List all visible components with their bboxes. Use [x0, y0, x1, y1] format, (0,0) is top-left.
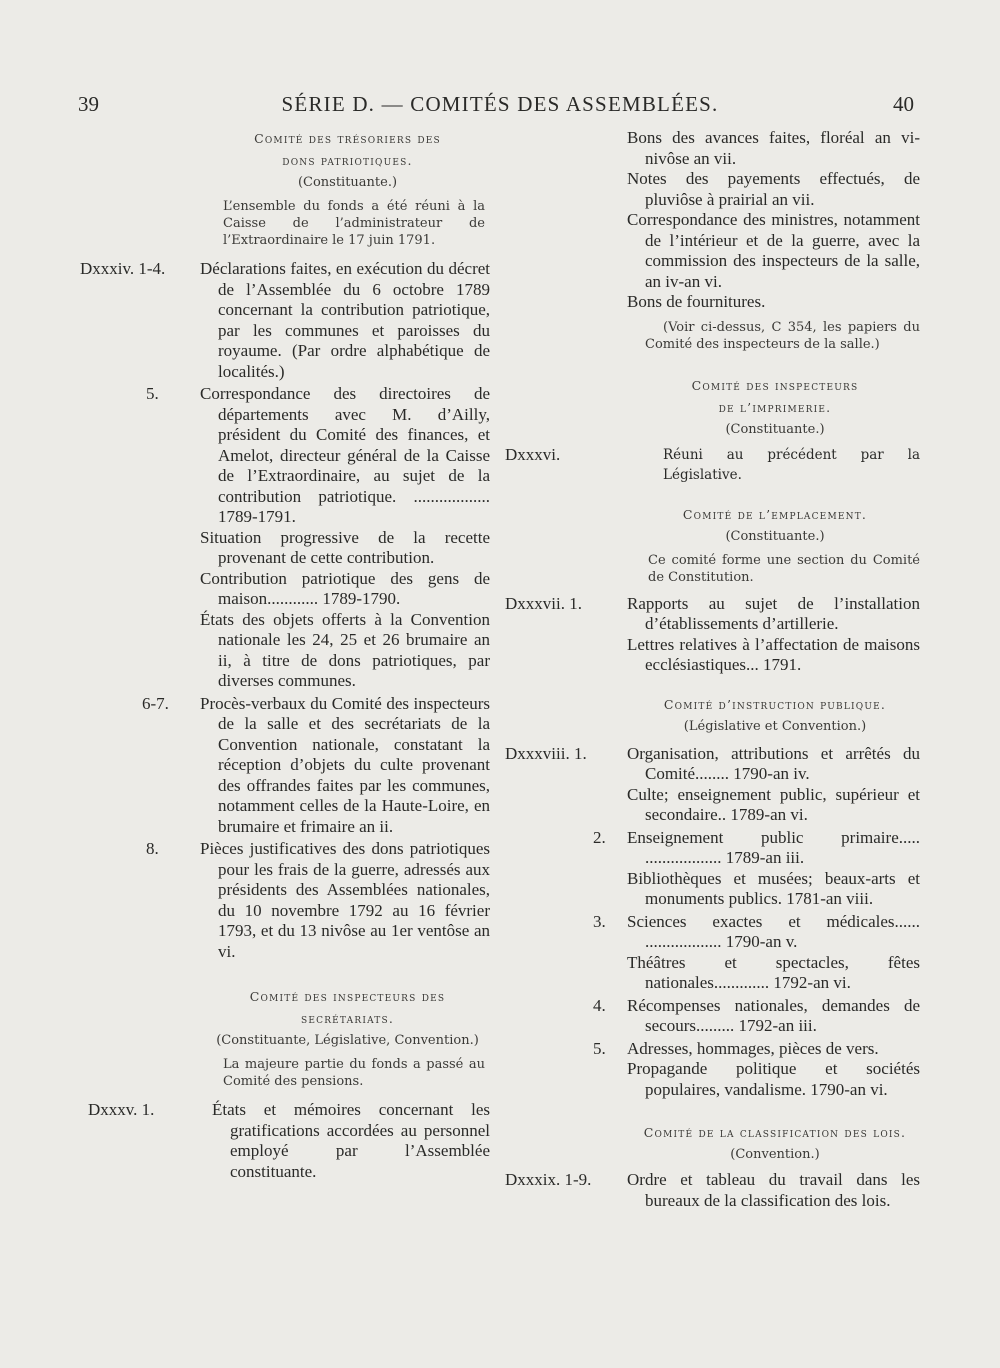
entry-paragraph: Déclarations faites, en exécution du décret de l’Assemblée du 6 octobre 1789 concernant la contribution patriotique, par les communes et paroisses du royaume. (Par ordre alphabétique de localités.)	[200, 259, 490, 381]
section-title: dons patriotiques.	[282, 153, 413, 168]
entry-paragraph: Lettres relatives à l’affectation de maisons ecclésiastiques... 1791.	[627, 634, 920, 674]
section-note: L’ensemble du fonds a été réuni à la Caisse de l’administrateur de l’Extraordinaire le 17 juin 1791.	[223, 199, 485, 248]
entry-text	[627, 594, 920, 676]
entry-dxxxviii-1	[505, 744, 920, 826]
entry-dxxxvi	[505, 445, 920, 486]
section-title: Comité des inspecteurs	[691, 377, 859, 393]
entry-code: Dxxxiv. 1-4.	[80, 259, 166, 278]
entry-dxxxix-1-9	[505, 1170, 920, 1211]
entry-dxxxvii-1	[505, 594, 920, 676]
entry-paragraph: Pièces justificatives des dons patriotiques pour les frais de la guerre, adressés aux présidents des Assemblées nationales, du 10 novembre 1792 au 16 février 1793, et du 13 nivôse au 1er ventôse an vi.	[200, 839, 490, 961]
entry-paragraph: Enseignement public primaire..... .................. 1789-an iii.	[627, 827, 920, 867]
entry-text	[627, 1039, 920, 1101]
entry-dxxxviii-2	[505, 828, 920, 910]
section-subtitle: (Constituante.)	[725, 528, 825, 544]
entry-paragraph: Procès-verbaux du Comité des inspecteurs de la salle et des secrétariats de la Convention nationale, constatant la réception d’objets du culte provenant des offrandes faites par les communes, notamment celles de la Haute-Loire, en brumaire et frimaire an ii.	[200, 693, 490, 836]
section-title: de l’imprimerie.	[718, 399, 832, 415]
section-title: secrétariats.	[300, 1011, 395, 1026]
entry-dxxxv-1	[80, 1100, 490, 1182]
entry-paragraph: États et mémoires concernant les gratifications accordées au personnel employé par l’Assemblée constituante.	[212, 1100, 490, 1181]
entry-dxxxiv-6-7	[80, 694, 490, 838]
entry-dxxxiv-1-4	[80, 259, 490, 382]
entry-paragraph: Correspondance des ministres, notamment de l’intérieur et de la guerre, avec la commission des inspecteurs de la salle, an iv-an vi.	[627, 210, 920, 291]
entry-code: 3.	[593, 911, 606, 931]
entry-text	[627, 128, 920, 313]
entry-code: 8.	[146, 839, 159, 858]
section-secretariats	[205, 986, 490, 1090]
section-title: Comité des inspecteurs des	[249, 989, 446, 1004]
page-number-left: 39	[78, 92, 99, 116]
section-emplacement	[630, 504, 920, 586]
entry-paragraph: États des objets offerts à la Convention nationale les 24, 25 et 26 brumaire an ii, à titre de dons patriotiques, par diverses communes.	[200, 609, 490, 690]
left-column	[80, 128, 490, 1182]
entry-text	[200, 259, 490, 382]
entry-paragraph: Culte; enseignement public, supérieur et secondaire.. 1789-an vi.	[627, 784, 920, 824]
entry-code: Dxxxv. 1.	[88, 1100, 155, 1119]
entry-text	[200, 839, 490, 962]
entry-paragraph: Sciences exactes et médicales...... .................. 1790-an v.	[627, 911, 920, 951]
entry-code: 5.	[593, 1038, 606, 1058]
entry-text	[212, 1100, 490, 1182]
entry-text	[627, 996, 920, 1037]
page-number-right: 40	[893, 92, 914, 116]
entry-paragraph: Bons de fournitures.	[627, 292, 766, 311]
entry-paragraph: Organisation, attributions et arrêtés du Comité........ 1790-an iv.	[627, 743, 920, 783]
entry-code: Dxxxviii. 1.	[505, 743, 587, 763]
entry-paragraph: Adresses, hommages, pièces de vers.	[627, 1038, 879, 1058]
section-title: Comité d’instruction publique.	[663, 696, 887, 712]
entry-code: 5.	[146, 384, 159, 403]
section-imprimerie	[630, 375, 920, 441]
entry-text: Réuni au précédent par la Législative.	[663, 446, 920, 483]
section-classification	[630, 1122, 920, 1166]
entry-code: 4.	[593, 995, 606, 1015]
entry-paragraph: Récompenses nationales, demandes de secours......... 1792-an iii.	[627, 995, 920, 1035]
section-subtitle: (Constituante, Législative, Convention.)	[216, 1033, 479, 1048]
entry-paragraph: Bons des avances faites, floréal an vi-nivôse an vii.	[627, 128, 920, 168]
entry-text	[627, 828, 920, 910]
section-instruction	[630, 694, 920, 738]
entry-paragraph: Situation progressive de la recette provenant de cette contribution.	[200, 527, 490, 567]
entry-code: 2.	[593, 827, 606, 847]
section-subtitle: (Convention.)	[730, 1147, 820, 1162]
entry-text	[200, 384, 490, 692]
entry-dxxxiv-5	[80, 384, 490, 692]
section-subtitle: (Législative et Convention.)	[683, 718, 867, 734]
entry-code: Dxxxix. 1-9.	[505, 1170, 592, 1189]
section-title: Comité de l’emplacement.	[682, 506, 868, 522]
section-tresoriers	[205, 128, 490, 249]
entry-paragraph: Rapports au sujet de l’installation d’établissements d’artillerie.	[627, 593, 920, 633]
section-subtitle: (Constituante.)	[725, 421, 825, 437]
entry-paragraph: Notes des payements effectués, de pluviôse à prairial an vii.	[627, 169, 920, 209]
section-subtitle: (Constituante.)	[297, 175, 398, 190]
entry-dxxxiv-8	[80, 839, 490, 962]
entry-code: Dxxxvi.	[505, 444, 561, 464]
section-title: Comité de la classification des lois.	[643, 1125, 907, 1140]
running-title: SÉRIE D. — COMITÉS DES ASSEMBLÉES.	[281, 92, 719, 116]
entry-code: 6-7.	[142, 693, 169, 713]
page-header	[0, 92, 1000, 124]
entry-paragraph: Contribution patriotique des gens de maison............ 1789-1790.	[200, 568, 490, 608]
entry-text	[627, 1170, 920, 1211]
entry-paragraph: Ordre et tableau du travail dans les bureaux de la classification des lois.	[627, 1170, 920, 1210]
entry-dxxxviii-4	[505, 996, 920, 1037]
entry-paragraph: Correspondance des directoires de départements avec M. d’Ailly, président du Comité des finances, et Amelot, directeur général de la Caisse de l’Extraordinaire, au sujet de la contribution patriotique. .................. 1789-1791.	[200, 384, 490, 526]
entry-dxxxviii-5	[505, 1039, 920, 1101]
section-title: Comité des trésoriers des	[254, 131, 441, 146]
section-note: La majeure partie du fonds a passé au Comité des pensions.	[223, 1057, 485, 1089]
entry-paragraph: Bibliothèques et musées; beaux-arts et monuments publics. 1781-an viii.	[627, 868, 920, 908]
right-column	[505, 128, 920, 1211]
entry-paragraph: Propagande politique et sociétés populaires, vandalisme. 1790-an vi.	[627, 1059, 920, 1099]
entry-paragraph: Théâtres et spectacles, fêtes nationales............. 1792-an vi.	[627, 952, 920, 992]
entry-text	[627, 912, 920, 994]
entry-text	[200, 694, 490, 838]
continued-entry	[627, 128, 920, 313]
cross-reference-note: (Voir ci-dessus, C 354, les papiers du Comité des inspecteurs de la salle.)	[645, 319, 920, 352]
entry-text	[627, 744, 920, 826]
section-note: Ce comité forme une section du Comité de Constitution.	[648, 552, 920, 585]
entry-code: Dxxxvii. 1.	[505, 593, 582, 613]
entry-dxxxviii-3	[505, 912, 920, 994]
